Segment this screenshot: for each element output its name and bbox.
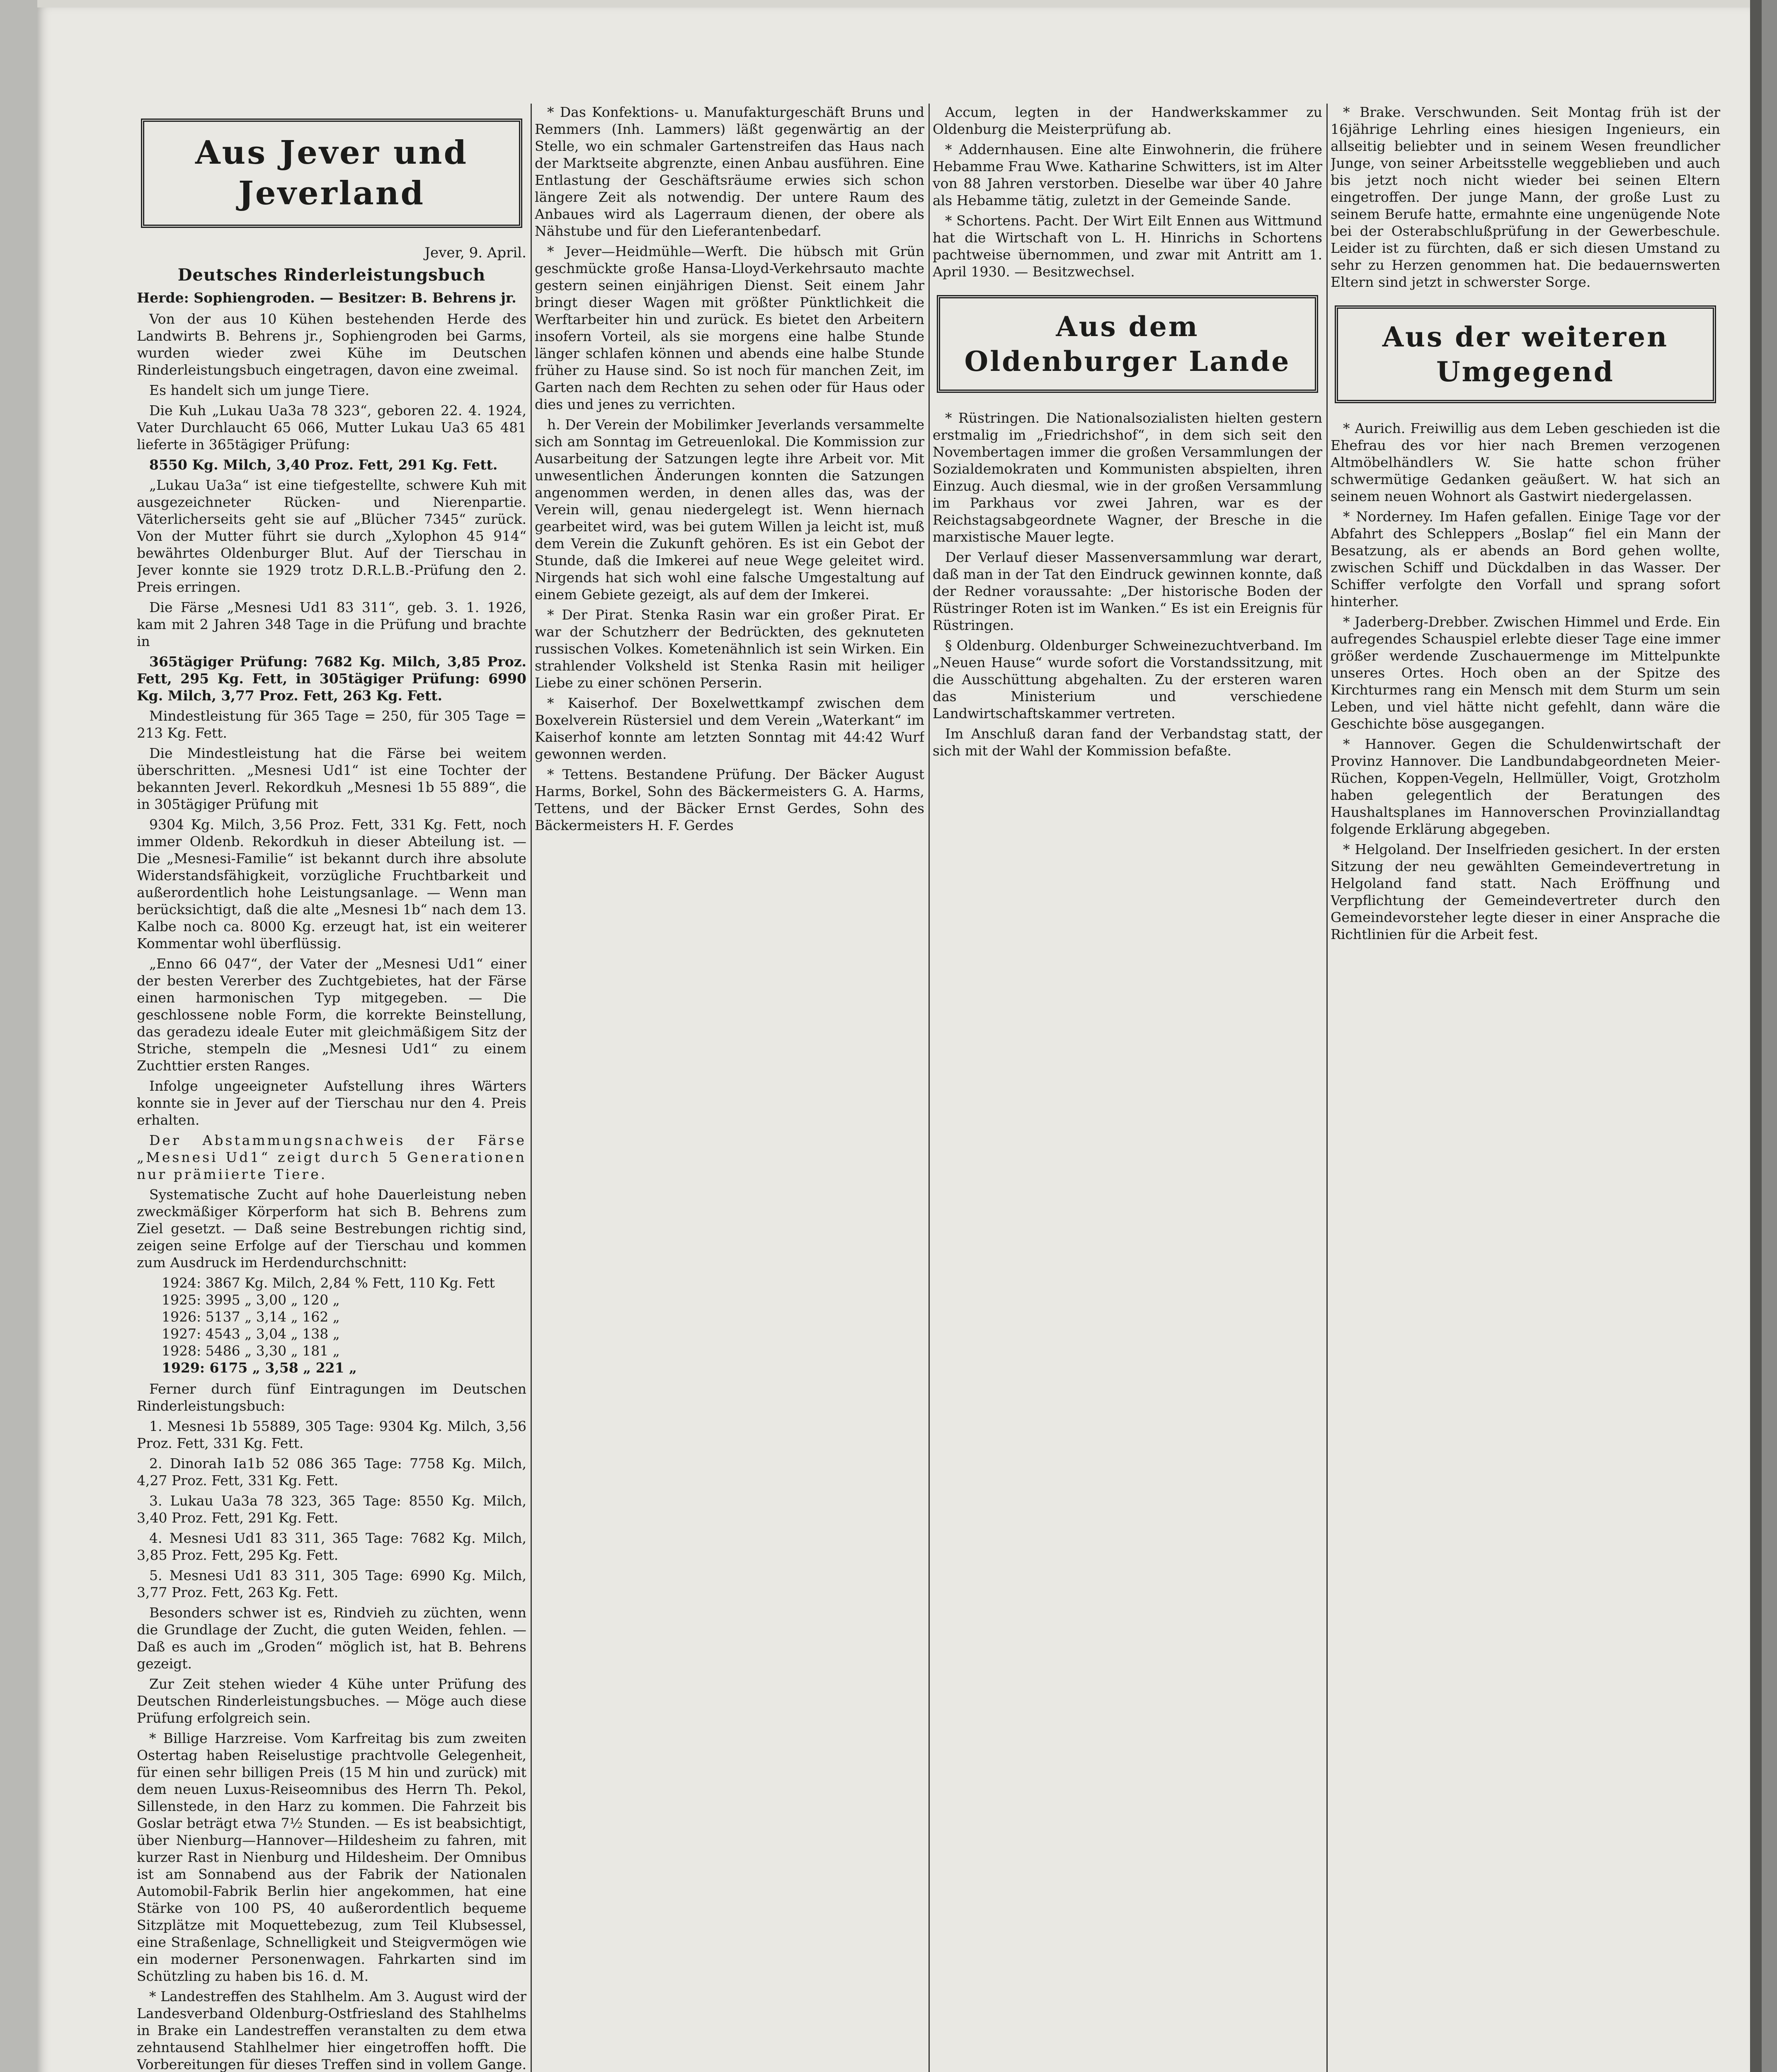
paragraph: „Lukau Ua3a“ ist eine tiefgestellte, schwere Kuh mit ausgezeichneter Rücken- und Nierenpartie. Väterlicherseits geht sie auf „Blücher 7345“ zurück. Von der Mutter führt sie durch „Xylophon 45 914“ bewährtes Oldenburger Blut. Auf der Tierschau in Jever konnte sie 1929 trotz D.R.L.B.-Prüfung den 2. Preis erringen. — [137, 477, 526, 595]
paragraph: „Enno 66 047“, der Vater der „Mesnesi Ud1“ einer der besten Vererber des Zuchtgebietes, hat der Färse einen harmonischen Typ mitgegeben. — Die geschlossene noble Form, die korrekte Beinstellung, das geradezu ideale Euter mit gleichmäßigem Sitz der Striche, stempeln die „Mesnesi Ud1“ zu einem Zuchttier ersten Ranges. — [137, 956, 526, 1074]
paragraph: * Der Pirat. Stenka Rasin war ein großer Pirat. Er war der Schutzherr der Bedrückten, des geknuteten russischen Volkes. Kometenähnlich ist sein Wirken. Ein strahlender Volksheld ist Stenka Rasin mit heiliger Liebe zu einer schönen Perserin. — [535, 607, 924, 691]
paragraph: * Kaiserhof. Der Boxelwettkampf zwischen dem Boxelverein Rüstersiel und dem Verein „Waterkant“ im Kaiserhof konnte am letzten Sonntag mit 44:42 Wurf gewonnen werden. — [535, 695, 924, 762]
paragraph: Accum, legten in der Handwerkskammer zu Oldenburg die Meisterprüfung ab. — [933, 104, 1322, 137]
paragraph: * Das Konfektions- u. Manufakturgeschäft Bruns und Remmers (Inh. Lammers) läßt gegenwärtig an der Stelle, wo ein schmaler Gartenstreifen das Haus nach der Marktseite abgrenzte, einen Anbau ausführen. Eine Entlastung der Geschäftsräume erwies sich schon längere Zeit als notwendig. Der untere Raum des Anbaues wird als Lagerraum dienen, der obere als Nähstube und für den Lieferantenbedarf. — [535, 104, 924, 239]
section-heading-oldenburger-lande: Aus dem Oldenburger Lande — [937, 295, 1318, 393]
paragraph: * Brake. Verschwunden. Seit Montag früh ist der 16jährige Lehrling eines hiesigen Ingenieurs, ein allseitig beliebter und in seinem Wesen freundlicher Junge, von seiner Arbeitsstelle weggeblieben und auch bis jetzt noch nicht wieder bei seinen Eltern eingetroffen. Der junge Mann, der große Lust zu seinem Berufe hatte, ermahnte eine ungenügende Note bei der Osterabschlußprüfung in der Gewerbeschule. Leider ist zu fürchten, daß er sich diesen Umstand zu sehr zu Herzen genommen hat. Die bedauernswerten Eltern sind jetzt in schwerster Sorge. — [1331, 104, 1720, 290]
herd-average-table — [162, 1274, 526, 1376]
paragraph: * Addernhausen. Eine alte Einwohnerin, die frühere Hebamme Frau Wwe. Katharine Schwitters, ist im Alter von 88 Jahren verstorben. Dieselbe war über 40 Jahre als Hebamme tätig, zuletzt in der Gemeinde Sande. — [933, 141, 1322, 208]
paragraph: Der Verlauf dieser Massenversammlung war derart, daß man in der Tat den Eindruck gewinnen konnte, daß der Redner voraussahte: „Der historische Boden der Rüstringer Roten ist im Wanken.“ Es ist ein Ereignis für Rüstringen. — [933, 549, 1322, 633]
paragraph: 2. Dinorah Ia1b 52 086 365 Tage: 7758 Kg. Milch, 4,27 Proz. Fett, 331 Kg. Fett. — [137, 1455, 526, 1489]
paragraph: Mindestleistung für 365 Tage = 250, für 305 Tage = 213 Kg. Fett. — [137, 708, 526, 741]
paragraph: Die Färse „Mesnesi Ud1 83 311“, geb. 3. 1. 1926, kam mit 2 Jahren 348 Tage in die Prüfung und brachte in — [137, 599, 526, 649]
column-4 — [1331, 104, 1720, 2072]
paragraph: * Hannover. Gegen die Schuldenwirtschaft der Provinz Hannover. Die Landbundabgeordneten Meier-Rüchen, Koppen-Vegeln, Hellmüller, Voigt, Grotzholm haben gelegentlich der Beratungen des Haushaltsplanes im Hannoverschen Provinziallandtag folgende Erklärung abgegeben. — [1331, 736, 1720, 837]
paragraph: Die Kuh „Lukau Ua3a 78 323“, geboren 22. 4. 1924, Vater Durchlaucht 65 066, Mutter Lukau Ua3 65 481 lieferte in 365tägiger Prüfung: — [137, 402, 526, 453]
column-2 — [535, 104, 924, 2072]
dateline: Jever, 9. April. — [424, 244, 526, 261]
paragraph: Ferner durch fünf Eintragungen im Deutschen Rinderleistungsbuch: — [137, 1381, 526, 1414]
paragraph: * Landestreffen des Stahlhelm. Am 3. August wird der Landesverband Oldenburg-Ostfriesland des Stahlhelms in Brake ein Landestreffen veranstalten zu dem etwa zehntausend Stahlhelmer hier eingetroffen hofft. Die Vorbereitungen für dieses Treffen sind in vollem Gange. — [137, 1988, 526, 2072]
section-heading-weitere-umgegend: Aus der weiteren Umgegend — [1335, 305, 1716, 403]
column-divider — [531, 104, 532, 2072]
paragraph: h. Der Verein der Mobilimker Jeverlands versammelte sich am Sonntag im Getreuenlokal. Die Kommission zur Ausarbeitung der Satzungen legte ihre Arbeit vor. Mit unwesentlichen Änderungen konnten die Satzungen angenommen werden, in denen alles das, was der Verein will, genau niedergelegt ist. Wenn hiernach gearbeitet wird, was bei gutem Willen ja leicht ist, muß dem Verein die Zukunft gehören. Es ist ein Gebot der Stunde, daß die Imkerei auf neue Wege geleitet wird. Nirgends hat sich wohl eine falsche Umgestaltung auf einem Gebiete gezeigt, als auf dem der Imkerei. — [535, 416, 924, 603]
paragraph: * Helgoland. Der Inselfrieden gesichert. In der ersten Sitzung der neu gewählten Gemeindevertretung in Helgoland fand statt. Nach Eröffnung und Verpflichtung der Gemeindevertreter durch den Gemeindevorsteher legte dieser in einer Ansprache die Richtlinien für die Arbeit fest. — [1331, 841, 1720, 942]
paragraph: * Billige Harzreise. Vom Karfreitag bis zum zweiten Ostertag haben Reiselustige prachtvolle Gelegenheit, für einen sehr billigen Preis (15 M hin und zurück) mit dem neuen Luxus-Reiseomnibus des Herrn Th. Pekol, Sillenstede, in den Harz zu kommen. Die Fahrzeit bis Goslar beträgt etwa 7½ Stunden. — Es ist beabsichtigt, über Nienburg—Hannover—Hildesheim zu fahren, mit kurzer Rast in Nienburg und Hildesheim. Der Omnibus ist am Sonnabend aus der Fabrik der Nationalen Automobil-Fabrik Berlin hier angekommen, hat eine Stärke von 100 PS, 40 außerordentlich bequeme Sitzplätze mit Moquettebezug, zum Teil Klubsessel, eine Straßenlage, Schnelligkeit und Steigvermögen wie ein moderner Personenwagen. Fahrkarten sind im Schützling zu haben bis 16. d. M. — [137, 1730, 526, 1984]
table-row: 1929: 6175 „ 3,58 „ 221 „ — [162, 1360, 357, 1376]
article-title: Deutsches Rinderleistungsbuch — [177, 265, 486, 285]
paragraph: * Jever—Heidmühle—Werft. Die hübsch mit Grün geschmückte große Hansa-Lloyd-Verkehrsauto machte gestern seinen einjährigen Dienst. Seit einem Jahr bringt dieser Wagen mit größter Pünktlichkeit die Werftarbeiter hin und zurück. Es bietet den Arbeitern insofern Vorteil, als sie morgens eine halbe Stunde länger schlafen können und abends eine halbe Stunde früher zu Hause sind. So ist noch für manchen Zeit, im Garten nach dem Rechten zu sehen oder für Haus oder dies und jenes zu verrichten. — [535, 243, 924, 412]
table-row: 1926: 5137 „ 3,14 „ 162 „ — [162, 1309, 340, 1325]
paragraph: 8550 Kg. Milch, 3,40 Proz. Fett, 291 Kg. Fett. — [149, 457, 498, 473]
paragraph: Infolge ungeeigneter Aufstellung ihres Wärters konnte sie in Jever auf der Tierschau nur den 4. Preis erhalten. — [137, 1078, 526, 1128]
paragraph: Die Mindestleistung hat die Färse bei weitem überschritten. „Mesnesi Ud1“ ist eine Tochter der bekannten Jeverl. Rekordkuh „Mesnesi 1b 55 889“, die in 305tägiger Prüfung mit — [137, 745, 526, 812]
table-row: 1924: 3867 Kg. Milch, 2,84 % Fett, 110 Kg. Fett — [162, 1275, 495, 1291]
column-3 — [933, 104, 1322, 2072]
paragraph: 365tägiger Prüfung: 7682 Kg. Milch, 3,85 Proz. Fett, 295 Kg. Fett, in 305tägiger Prüfung: 6990 Kg. Milch, 3,77 Proz. Fett, 263 Kg. Fett. — [137, 654, 526, 704]
paragraph: 4. Mesnesi Ud1 83 311, 365 Tage: 7682 Kg. Milch, 3,85 Proz. Fett, 295 Kg. Fett. — [137, 1530, 526, 1563]
section-heading-jever: Aus Jever und Jeverland — [141, 119, 522, 228]
column-divider — [1326, 104, 1328, 2072]
paragraph: Von der aus 10 Kühen bestehenden Herde des Landwirts B. Behrens jr., Sophiengroden bei Garms, wurden wieder zwei Kühe im Deutschen Rinderleistungsbuch eingetragen, davon eine zweimal. — [137, 311, 526, 378]
column-1 — [137, 104, 526, 2072]
page-right-edge — [1750, 0, 1762, 2072]
paragraph: Im Anschluß daran fand der Verbandstag statt, der sich mit der Wahl der Kommission befaßte. — [933, 726, 1322, 759]
paragraph: * Jaderberg-Drebber. Zwischen Himmel und Erde. Ein aufregendes Schauspiel erlebte dieser Tage eine immer größer werdende Zuschauermenge im Mittelpunkte unseres Ortes. Hoch oben an der Spitze des Kirchturmes rang ein Mensch mit dem Sturm um sein Leben, und viel hätte nicht gefehlt, dann wäre die Geschichte böse ausgegangen. — [1331, 614, 1720, 732]
paragraph: Der Abstammungsnachweis der Färse „Mesnesi Ud1“ zeigt durch 5 Generationen nur prämiierte Tiere. — [137, 1132, 526, 1182]
paragraph: Es handelt sich um junge Tiere. — [149, 382, 370, 398]
paragraph: § Oldenburg. Oldenburger Schweinezuchtverband. Im „Neuen Hause“ wurde sofort die Vorstandssitzung, mit die Ausschüttung abgehalten. Zu der ersteren waren das Ministerium und verschiedene Landwirtschaftskammer vertreten. — [933, 637, 1322, 721]
page-top-edge — [37, 0, 1762, 7]
table-row: 1925: 3995 „ 3,00 „ 120 „ — [162, 1292, 340, 1308]
paragraph: * Schortens. Pacht. Der Wirt Eilt Ennen aus Wittmund hat die Wirtschaft von L. H. Hinrichs in Schortens pachtweise übernommen, und zwar mit Antritt am 1. April 1930. — Besitzwechsel. — [933, 213, 1322, 280]
column-divider — [929, 104, 930, 2072]
table-row: 1927: 4543 „ 3,04 „ 138 „ — [162, 1326, 340, 1342]
scan-edge — [0, 0, 37, 2072]
herd-info: Herde: Sophiengroden. — Besitzer: B. Behrens jr. — [137, 290, 516, 306]
paragraph: 5. Mesnesi Ud1 83 311, 305 Tage: 6990 Kg. Milch, 3,77 Proz. Fett, 263 Kg. Fett. — [137, 1567, 526, 1600]
paragraph: * Norderney. Im Hafen gefallen. Einige Tage vor der Abfahrt des Schleppers „Boslap“ fiel ein Mann der Besatzung, als er abends an Bord gehen wollte, zwischen Schiff und Dückdalben in das Wasser. Der Schiffer verfolgte den Vorfall und sprang sofort hinterher. — [1331, 508, 1720, 610]
table-row: 1928: 5486 „ 3,30 „ 181 „ — [162, 1343, 340, 1359]
paragraph: 9304 Kg. Milch, 3,56 Proz. Fett, 331 Kg. Fett, noch immer Oldenb. Rekordkuh in dieser Abteilung ist. — Die „Mesnesi-Familie“ ist bekannt durch ihre absolute Widerstandsfähigkeit, vorzügliche Fruchtbarkeit und außerordentlich hohe Leistungsanlage. — Wenn man berücksichtigt, daß die alte „Mesnesi 1b“ nach dem 13. Kalbe noch ca. 8000 Kg. erzeugt hat, ist ein weiterer Kommentar wohl überflüssig. — [137, 816, 526, 951]
paragraph: Zur Zeit stehen wieder 4 Kühe unter Prüfung des Deutschen Rinderleistungsbuches. — Möge auch diese Prüfung erfolgreich sein. — [137, 1676, 526, 1726]
paragraph: Systematische Zucht auf hohe Dauerleistung neben zweckmäßiger Körperform hat sich B. Behrens zum Ziel gesetzt. — Daß seine Bestrebungen richtig sind, zeigen seine Erfolge auf der Tierschau und kommen zum Ausdruck im Herdendurchschnitt: — [137, 1186, 526, 1271]
paragraph: Besonders schwer ist es, Rindvieh zu züchten, wenn die Grundlage der Zucht, die guten Weiden, fehlen. — Daß es auch im „Groden“ möglich ist, hat B. Behrens gezeigt. — [137, 1605, 526, 1672]
paragraph: * Aurich. Freiwillig aus dem Leben geschieden ist die Ehefrau des vor hier nach Bremen verzogenen Altmöbelhändlers W. Sie hatte schon früher schwermütige Gedanken geäußert. W. hat sich an seinem neuen Wohnort als Gastwirt niedergelassen. — [1331, 420, 1720, 504]
paragraph: * Tettens. Bestandene Prüfung. Der Bäcker August Harms, Borkel, Sohn des Bäckermeisters G. A. Harms, Tettens, und der Bäcker Ernst Gerdes, Sohn des Bäckermeisters H. F. Gerdes — [535, 766, 924, 833]
paragraph: 1. Mesnesi 1b 55889, 305 Tage: 9304 Kg. Milch, 3,56 Proz. Fett, 331 Kg. Fett. — [137, 1418, 526, 1451]
paragraph: * Rüstringen. Die Nationalsozialisten hielten gestern erstmalig im „Friedrichshof“, in dem sich seit den Novembertagen immer die großen Versammlungen der Sozialdemokraten und Kommunisten abspielten, ihren Einzug. Auch diesmal, wie in der großen Versammlung im Parkhaus vor zwei Jahren, war es der Reichstagsabgeordnete Wagner, der Bresche in die marxistische Mauer legte. — [933, 410, 1322, 545]
paragraph: 3. Lukau Ua3a 78 323, 365 Tage: 8550 Kg. Milch, 3,40 Proz. Fett, 291 Kg. Fett. — [137, 1493, 526, 1526]
